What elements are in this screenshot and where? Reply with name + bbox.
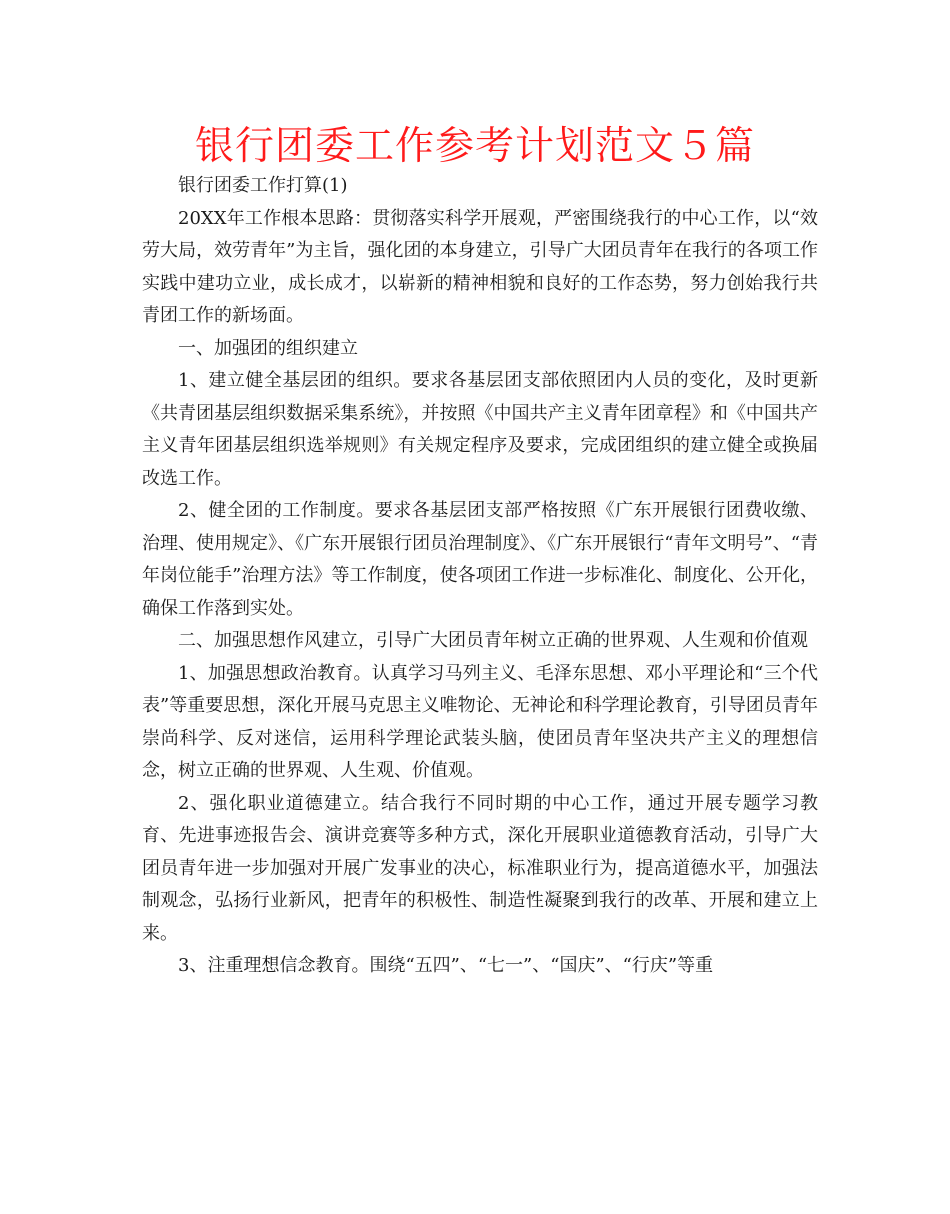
paragraph-subtitle: 银行团委工作打算(1) <box>178 175 348 196</box>
section-heading: 一、加强团的组织建立 <box>178 337 358 359</box>
document-body <box>142 170 818 983</box>
paragraph: 2、健全团的工作制度。要求各基层团支部严格按照《广东开展银行团费收缴、治理、使用规定》、《广东开展银行团员治理制度》、《广东开展银行“青年文明号”、“青年岗位能手”治理方法》等工作制度，使各项团工作进一步标准化、制度化、公开化，确保工作落到实处。 <box>142 500 818 619</box>
document-title: 银行团委工作参考计划范文５篇 <box>194 124 755 169</box>
section-heading: 二、加强思想作风建立，引导广大团员青年树立正确的世界观、人生观和价值观 <box>178 630 808 651</box>
paragraph: 3、注重理想信念教育。围绕“五四”、“七一”、“国庆”、“行庆”等重 <box>178 955 714 976</box>
paragraph: 20XX年工作根本思路：贯彻落实科学开展观，严密围绕我行的中心工作，以“效劳大局，效劳青年”为主旨，强化团的本身建立，引导广大团员青年在我行的各项工作实践中建功立业，成长成才，以崭新的精神相貌和良好的工作态势，努力创始我行共青团工作的新场面。 <box>142 207 818 326</box>
paragraph: 2、强化职业道德建立。结合我行不同时期的中心工作，通过开展专题学习教育、先进事迹报告会、演讲竞赛等多种方式，深化开展职业道德教育活动，引导广大团员青年进一步加强对开展广发事业的决心，标准职业行为，提高道德水平，加强法制观念，弘扬行业新风，把青年的积极性、制造性凝聚到我行的改革、开展和建立上来。 <box>142 792 818 944</box>
paragraph: 1、加强思想政治教育。认真学习马列主义、毛泽东思想、邓小平理论和“三个代表”等重要思想，深化开展马克思主义唯物论、无神论和科学理论教育，引导团员青年崇尚科学、反对迷信，运用科学理论武装头脑，使团员青年坚决共产主义的理想信念，树立正确的世界观、人生观、价值观。 <box>142 662 818 781</box>
paragraph: 1、建立健全基层团的组织。要求各基层团支部依照团内人员的变化，及时更新《共青团基层组织数据采集系统》，并按照《中国共产主义青年团章程》和《中国共产主义青年团基层组织选举规则》有关规定程序及要求，完成团组织的建立健全或换届改选工作。 <box>142 370 818 489</box>
